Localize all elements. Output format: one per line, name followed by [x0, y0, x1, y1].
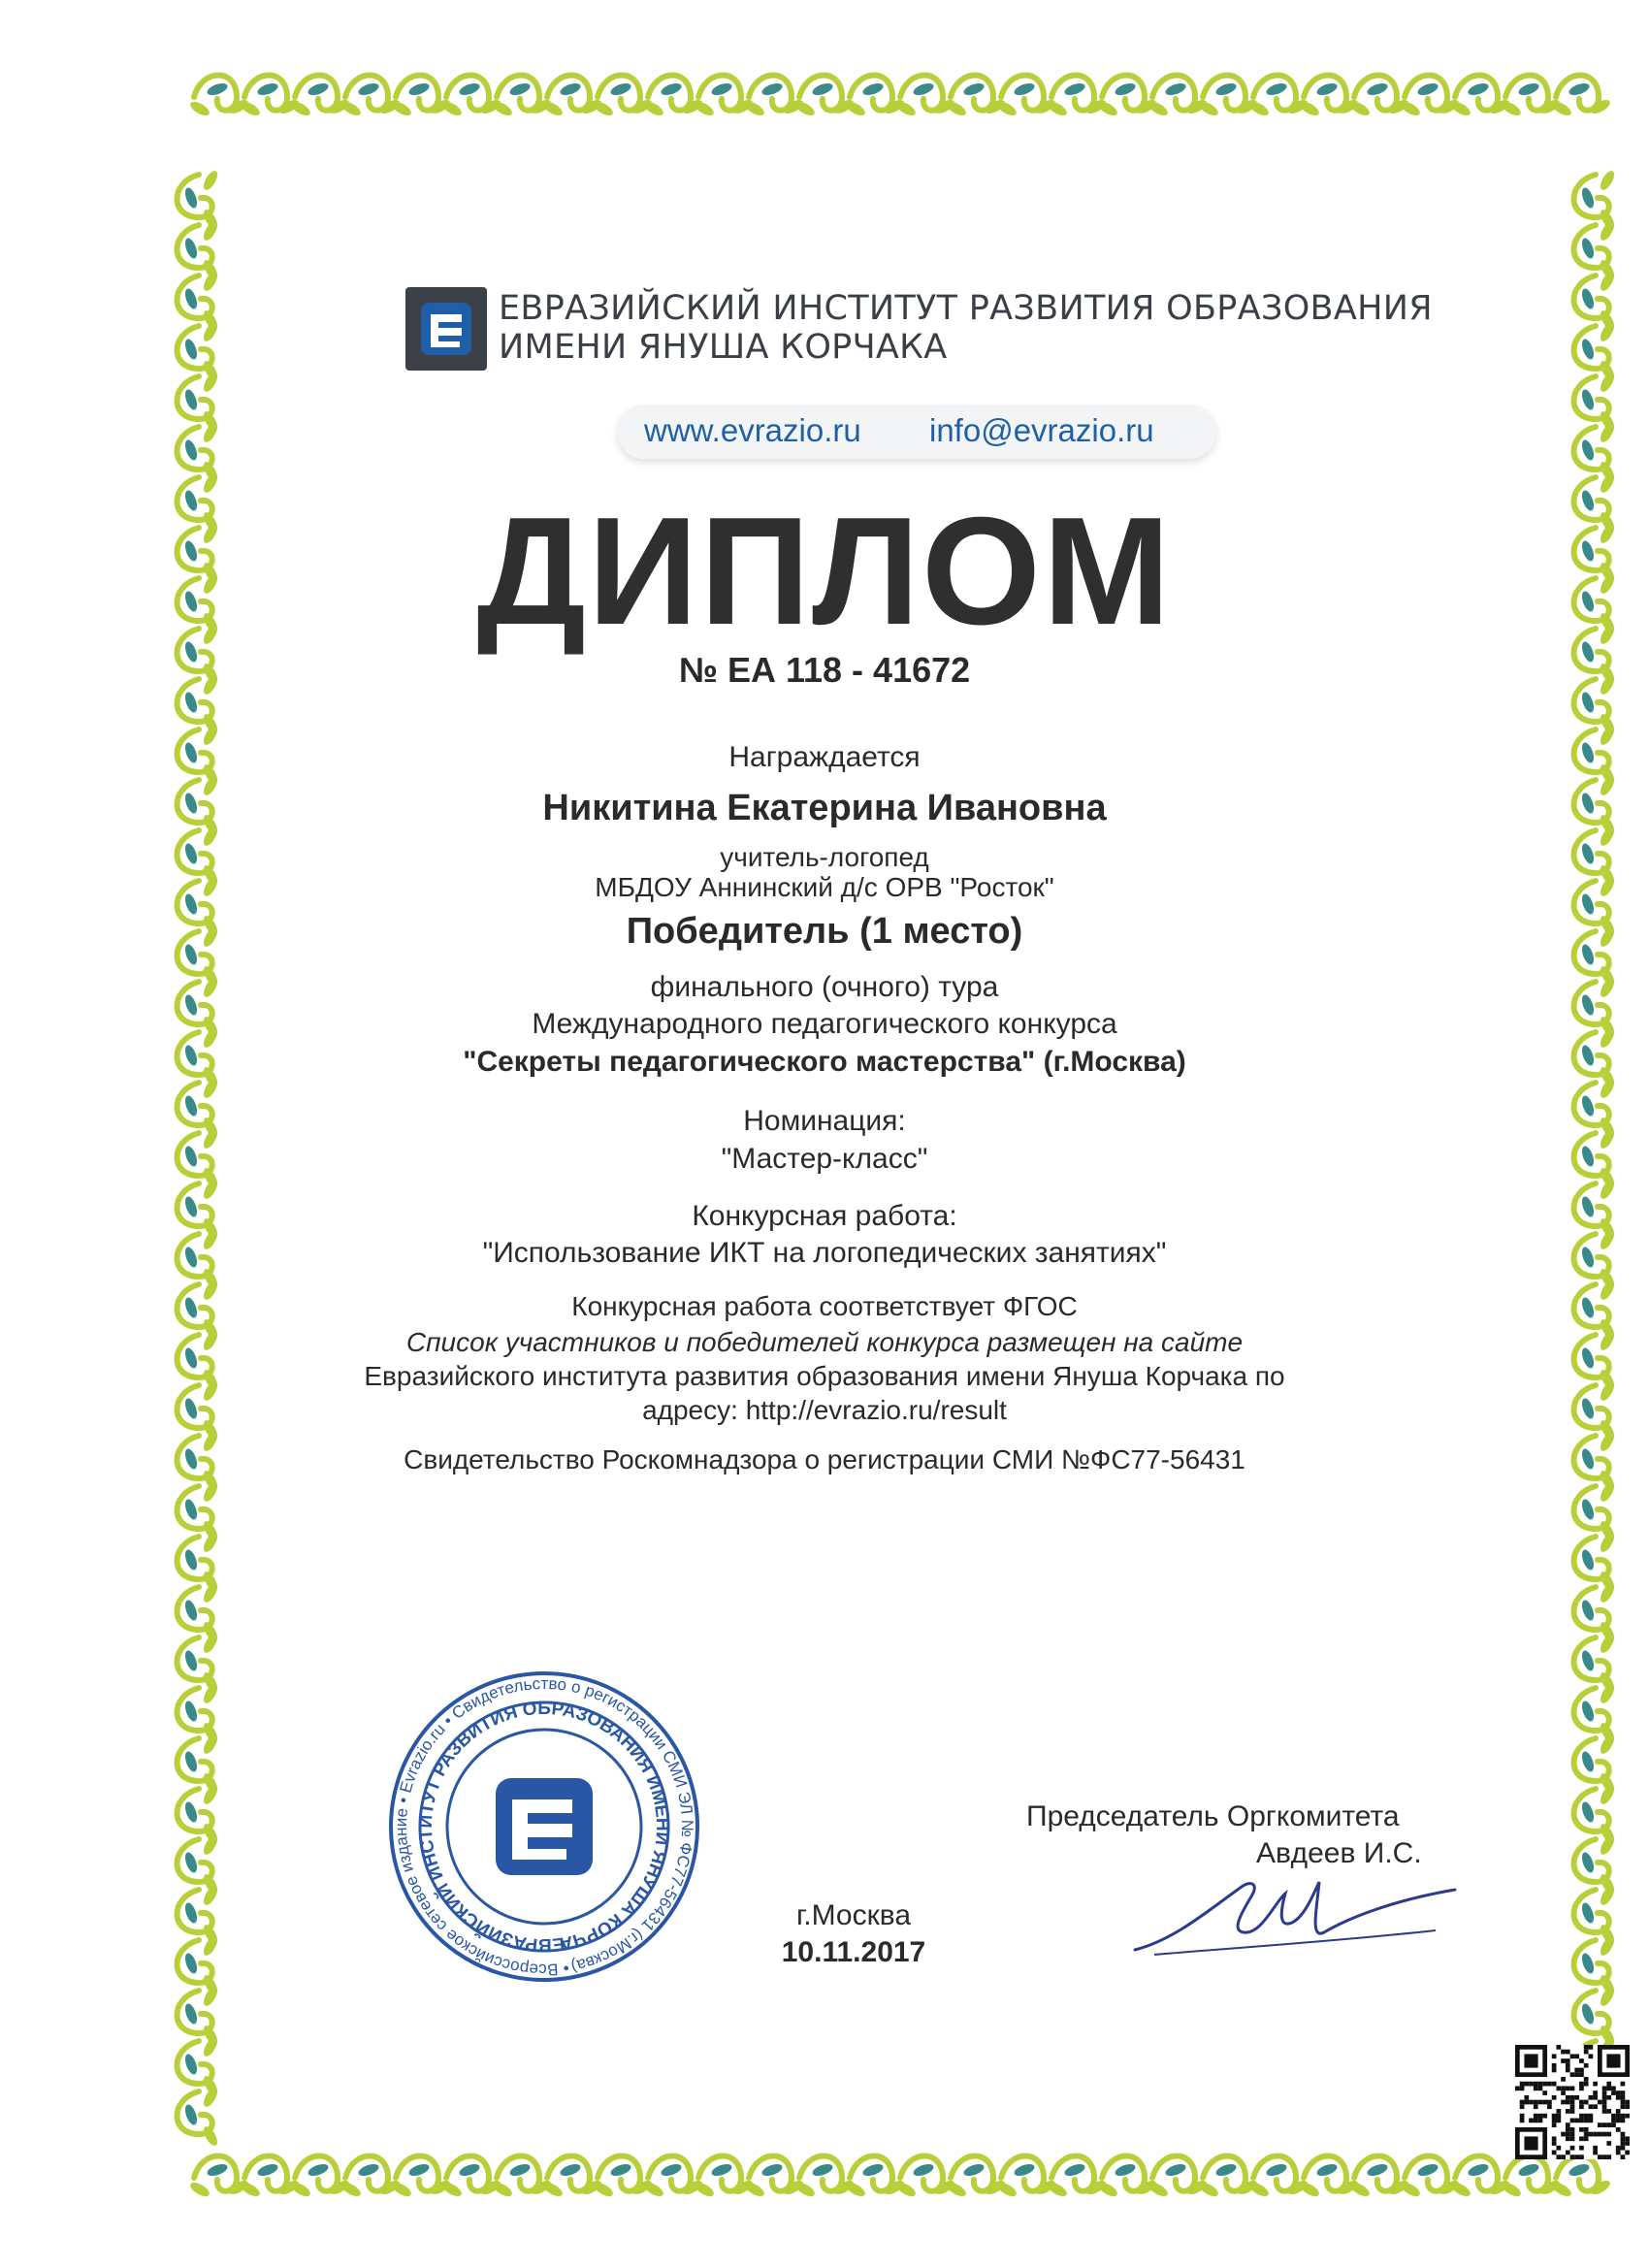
signature	[1116, 1863, 1465, 1969]
institute-name-line1: ЕВРАЗИЙСКИЙ ИНСТИТУТ РАЗВИТИЯ ОБРАЗОВАНИЯ	[499, 289, 1433, 328]
chair-title: Председатель Оргкомитета	[1026, 1800, 1400, 1832]
institute-name-line2: ИМЕНИ ЯНУША КОРЧАКА	[499, 328, 948, 367]
work-value: "Использование ИКТ на логопедических занятиях"	[482, 1237, 1167, 1269]
list-note-line3: адресу: http://evrazio.ru/result	[642, 1395, 1007, 1425]
list-note-line2: Евразийского института развития образования имени Януша Корчака по	[364, 1361, 1285, 1391]
email-link[interactable]: info@evrazio.ru	[929, 412, 1154, 448]
institute-logo-icon	[405, 287, 487, 371]
work-label: Конкурсная работа:	[692, 1200, 957, 1232]
recipient-organization: МБДОУ Аннинский д/с ОРВ "Росток"	[595, 872, 1054, 902]
tour-text: финального (очного) тура	[650, 971, 999, 1003]
contest-name: "Секреты педагогического мастерства" (г.Москва)	[463, 1046, 1186, 1078]
fgos-note: Конкурсная работа соответствует ФГОС	[571, 1291, 1078, 1321]
diploma-number: № ЕА 118 - 41672	[678, 650, 971, 690]
registration-note: Свидетельство Роскомнадзора о регистрации СМИ №ФС77-56431	[404, 1444, 1245, 1474]
stamp-outer-text: • Всероссийское сетевое издание • Evrazio.ru • Свидетельство о регистрации СМИ ЭЛ № ФС77-56431 (г.Москва)	[391, 1673, 697, 1980]
city: г.Москва	[795, 1899, 912, 1931]
recipient-name: Никитина Екатерина Ивановна	[542, 788, 1107, 828]
recipient-position: учитель-логопед	[720, 842, 929, 872]
award-place: Победитель (1 место)	[626, 911, 1023, 952]
nomination-label: Номинация:	[743, 1105, 906, 1137]
institute-seal-stamp	[386, 1669, 702, 1985]
awarded-label: Награждается	[728, 741, 921, 773]
stamp-inner-text: ЕВРАЗИЙСКИЙ ИНСТИТУТ РАЗВИТИЯ ОБРАЗОВАНИЯ ИМЕНИ ЯНУША КОРЧАКА	[415, 1698, 673, 1956]
nomination-value: "Мастер-класс"	[721, 1143, 928, 1175]
contest-text: Международного педагогического конкурса	[532, 1008, 1117, 1040]
website-link[interactable]: www.evrazio.ru	[644, 412, 861, 448]
diploma-title: ДИПЛОМ	[476, 486, 1173, 657]
qr-code	[1515, 2045, 1630, 2159]
chair-name: Авдеев И.С.	[1256, 1837, 1422, 1869]
issue-date: 10.11.2017	[781, 1936, 926, 1968]
list-note-line1: Список участников и победителей конкурса размещен на сайте	[405, 1327, 1244, 1357]
